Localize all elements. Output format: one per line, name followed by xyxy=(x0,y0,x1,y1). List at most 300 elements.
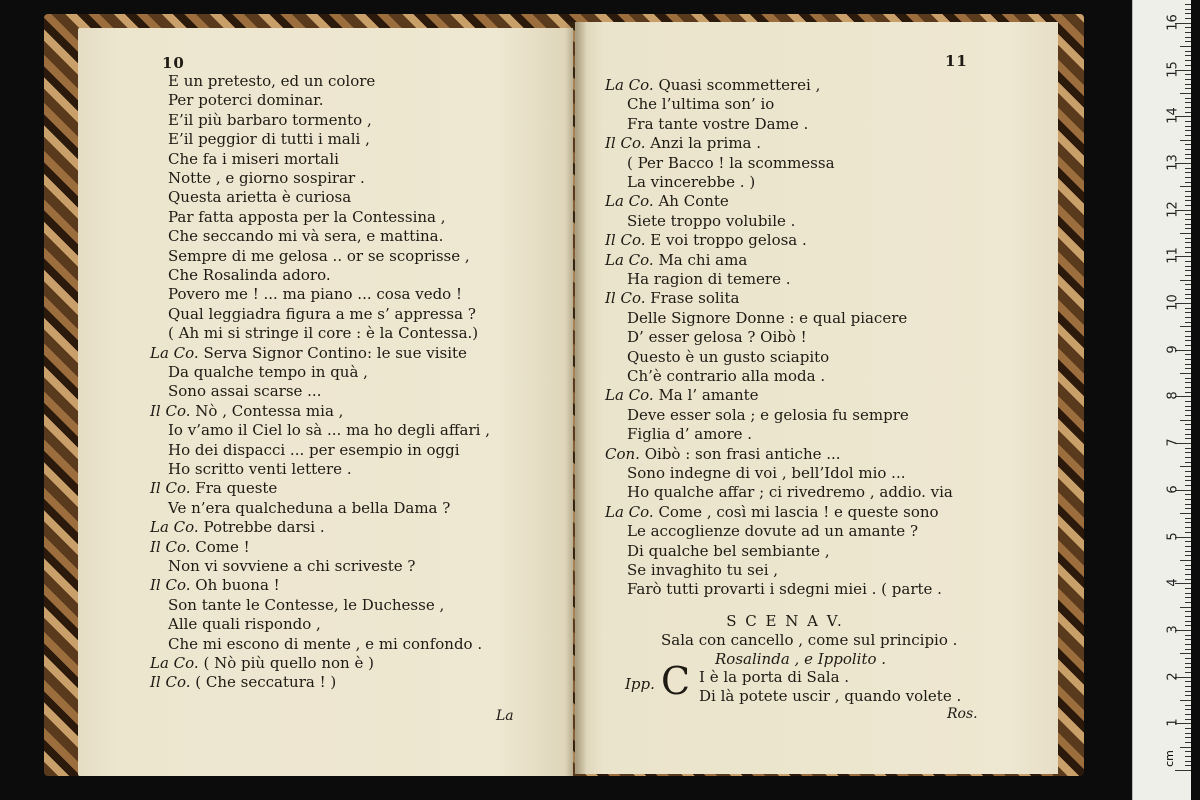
verse-text: Deve esser sola ; e gelosia fu sempre xyxy=(627,405,909,424)
left-page-line xyxy=(168,247,470,266)
ruler-tick xyxy=(1185,532,1191,533)
ruler-tick xyxy=(1185,18,1191,19)
right-page-line xyxy=(627,522,918,541)
ruler-tick xyxy=(1180,140,1191,141)
ruler-tick xyxy=(1185,485,1191,486)
verse-text: E’il peggior di tutti i mali , xyxy=(168,130,370,149)
left-page-line xyxy=(168,635,482,654)
verse-text: Ho qualche affar ; ci rivedremo , addio. via xyxy=(627,483,953,502)
ruler-tick xyxy=(1185,182,1191,183)
ruler-tick xyxy=(1185,228,1191,229)
verse-text: Fra queste xyxy=(195,479,278,498)
right-page-line xyxy=(627,212,795,231)
verse-text: Potrebbe darsi . xyxy=(203,518,325,537)
left-page-line xyxy=(150,402,343,421)
speaker-name: La Co. xyxy=(605,386,659,405)
left-page-line xyxy=(168,227,443,246)
ipp-speaker: Ipp. xyxy=(625,675,655,693)
ruler-tick xyxy=(1185,410,1191,411)
ruler-tick xyxy=(1185,494,1191,495)
ruler-tick xyxy=(1185,130,1191,131)
ruler-tick xyxy=(1185,284,1191,285)
verse-text: La vincerebbe . ) xyxy=(627,173,756,191)
ruler-tick xyxy=(1185,579,1191,580)
verse-text: Qual leggiadra figura a me s’ appressa ? xyxy=(168,304,476,323)
right-page-line xyxy=(627,464,905,483)
ruler-tick xyxy=(1185,196,1191,197)
verse-text: Serva Signor Contino: le sue visite xyxy=(203,343,467,362)
ruler-number: 10 xyxy=(1165,294,1181,311)
ruler-tick xyxy=(1185,555,1191,556)
right-page-line xyxy=(627,173,755,192)
verse-text: Ho scritto venti lettere . xyxy=(168,460,352,478)
ruler-tick xyxy=(1185,200,1191,201)
ruler-tick xyxy=(1185,569,1191,570)
ruler-tick xyxy=(1180,560,1191,561)
ruler-tick xyxy=(1180,326,1191,327)
right-page xyxy=(575,22,1058,774)
right-page-line xyxy=(627,115,808,134)
ruler-tick xyxy=(1185,728,1191,729)
ruler-tick xyxy=(1185,4,1191,5)
speaker-name: Il Co. xyxy=(150,673,196,692)
right-page-line xyxy=(627,367,825,386)
ruler-tick xyxy=(1185,551,1191,552)
speaker-name: La Co. xyxy=(605,250,659,269)
left-page-line xyxy=(168,91,323,110)
ruler-tick xyxy=(1180,607,1191,608)
scene-characters: Rosalinda , e Ippolito . xyxy=(715,650,887,668)
verse-text: E’il più barbaro tormento , xyxy=(168,110,372,129)
left-page-line xyxy=(168,130,370,149)
ruler-number: 7 xyxy=(1165,438,1181,447)
ruler-tick xyxy=(1185,32,1191,33)
left-page-line xyxy=(168,111,372,130)
verse-text: Che Rosalinda adoro. xyxy=(168,266,331,284)
ruler-number: 13 xyxy=(1165,154,1181,171)
ruler-number: 5 xyxy=(1165,531,1181,541)
ruler-tick xyxy=(1185,266,1191,267)
left-page-line xyxy=(168,363,368,382)
ruler-tick xyxy=(1185,448,1191,449)
verse-text: Ah Conte xyxy=(658,192,729,211)
ruler-tick xyxy=(1185,392,1191,393)
ruler-tick xyxy=(1185,709,1191,710)
ruler-tick xyxy=(1185,644,1191,645)
right-catchword: Ros. xyxy=(947,706,978,722)
verse-text: E un pretesto, ed un colore xyxy=(168,72,376,90)
ruler-tick xyxy=(1185,191,1191,192)
ruler-tick xyxy=(1185,742,1191,743)
right-page-line xyxy=(605,76,820,95)
verse-text: ( Che seccatura ! ) xyxy=(195,673,337,692)
ruler-tick xyxy=(1185,261,1191,262)
right-page-line xyxy=(627,328,807,347)
ruler-tick xyxy=(1185,168,1191,169)
ruler-tick xyxy=(1185,60,1191,61)
verse-text: Come , così mi lascia ! e queste sono xyxy=(658,502,939,521)
verse-text: Frase solita xyxy=(650,289,740,308)
left-page-line xyxy=(168,615,321,634)
ruler-tick xyxy=(1185,625,1191,626)
ruler-tick xyxy=(1185,635,1191,636)
ruler-tick xyxy=(1185,13,1191,14)
ruler-tick xyxy=(1185,37,1191,38)
ruler-tick xyxy=(1180,280,1191,281)
speaker-name: La Co. xyxy=(605,192,659,211)
left-page-line xyxy=(168,324,478,343)
ruler-tick xyxy=(1185,695,1191,696)
verse-text: Sempre di me gelosa .. or se scoprisse , xyxy=(168,246,470,265)
verse-text: Ho dei dispacci ... per esempio in oggi xyxy=(168,440,460,459)
left-page-line xyxy=(168,460,352,479)
left-page-line xyxy=(168,150,339,169)
left-page-line xyxy=(150,344,467,363)
right-page-line xyxy=(627,95,774,114)
verse-text: ( Ah mi si stringe il core : è la Contessa.) xyxy=(168,324,479,343)
ruler-number: 2 xyxy=(1165,671,1181,681)
ruler-tick xyxy=(1185,219,1191,220)
ruler-tick xyxy=(1180,513,1191,514)
verse-text: Ha ragion di temere . xyxy=(627,270,791,288)
ruler-tick xyxy=(1185,65,1191,66)
speaker-name: Il Co. xyxy=(150,401,196,420)
ruler-tick xyxy=(1185,135,1191,136)
ruler-tick xyxy=(1185,756,1191,757)
ruler-tick xyxy=(1185,649,1191,650)
book-gutter xyxy=(565,22,587,776)
ruler-tick xyxy=(1185,378,1191,379)
right-page-line xyxy=(627,270,791,289)
verse-text: Le accoglienze dovute ad un amante ? xyxy=(627,522,918,541)
ruler-tick xyxy=(1185,79,1191,80)
left-page-line xyxy=(150,576,280,595)
verse-text: Da qualche tempo in quà , xyxy=(168,363,368,381)
ruler-tick xyxy=(1185,434,1191,435)
left-page-number: 10 xyxy=(162,54,185,72)
verse-text: Notte , e giorno sospirar . xyxy=(168,169,365,187)
ruler-tick xyxy=(1185,308,1191,309)
ruler-tick xyxy=(1185,714,1191,715)
ruler-tick xyxy=(1185,336,1191,337)
right-page-line xyxy=(605,192,729,211)
ruler-tick xyxy=(1180,747,1191,748)
ruler-tick xyxy=(1185,574,1191,575)
ruler-tick xyxy=(1185,415,1191,416)
ruler-tick xyxy=(1185,172,1191,173)
speaker-name: La Co. xyxy=(150,518,204,537)
verse-text: Come ! xyxy=(195,537,250,556)
verse-text: Ma chi ama xyxy=(658,250,748,269)
ruler-tick xyxy=(1185,737,1191,738)
verse-text: Son tante le Contesse, le Duchesse , xyxy=(168,595,445,614)
ruler-tick xyxy=(1185,345,1191,346)
ruler-tick xyxy=(1185,149,1191,150)
left-page xyxy=(78,28,573,776)
ruler-tick xyxy=(1185,471,1191,472)
right-page-line xyxy=(627,425,752,444)
verse-text: Che seccando mi và sera, e mattina. xyxy=(168,227,444,246)
ruler-tick xyxy=(1185,177,1191,178)
verse-text: Nò , Contessa mia , xyxy=(195,401,344,420)
left-catchword: La xyxy=(496,708,514,724)
ruler-tick xyxy=(1185,354,1191,355)
verse-text: Alle quali rispondo , xyxy=(168,615,321,634)
right-page-line xyxy=(605,386,759,405)
left-page-line xyxy=(168,208,446,227)
ruler-tick xyxy=(1185,658,1191,659)
verse-text: Siete troppo volubile . xyxy=(627,211,796,230)
ruler-number: 9 xyxy=(1165,345,1181,354)
ruler-tick xyxy=(1185,312,1191,313)
verse-text: Oh buona ! xyxy=(195,576,280,595)
ruler-tick xyxy=(1185,289,1191,290)
ruler-tick xyxy=(1185,51,1191,52)
ruler-tick xyxy=(1185,733,1191,734)
ruler-tick xyxy=(1185,121,1191,122)
ruler-tick xyxy=(1180,186,1191,187)
ruler-tick xyxy=(1185,74,1191,75)
ruler-number: 12 xyxy=(1165,200,1181,218)
speaker-name: Con. xyxy=(605,444,645,463)
left-page-line xyxy=(150,673,336,692)
ruler-tick xyxy=(1185,639,1191,640)
ruler-number: 6 xyxy=(1165,485,1181,494)
right-page-line xyxy=(627,542,830,561)
right-page-line xyxy=(605,445,841,464)
right-page-line xyxy=(627,406,909,425)
right-page-line xyxy=(627,154,835,173)
ruler-tick xyxy=(1185,126,1191,127)
ruler-tick xyxy=(1185,270,1191,271)
ruler-tick xyxy=(1185,593,1191,594)
ruler-tick xyxy=(1185,107,1191,108)
ruler-tick xyxy=(1185,691,1191,692)
left-page-line xyxy=(168,596,444,615)
ruler-tick xyxy=(1185,298,1191,299)
ruler-tick xyxy=(1185,621,1191,622)
ruler-tick xyxy=(1185,154,1191,155)
ruler-tick xyxy=(1185,705,1191,706)
ruler-tick xyxy=(1185,518,1191,519)
ruler-tick xyxy=(1185,588,1191,589)
ruler-tick xyxy=(1185,504,1191,505)
ruler-number: 8 xyxy=(1165,391,1181,401)
ruler-tick xyxy=(1185,565,1191,566)
verse-text: Non vi sovviene a chi scriveste ? xyxy=(168,557,416,575)
right-page-line xyxy=(627,580,942,599)
ruler-tick xyxy=(1185,611,1191,612)
speaker-name: Il Co. xyxy=(605,231,651,250)
verse-text: Se invaghito tu sei , xyxy=(627,561,779,579)
left-page-line xyxy=(150,538,250,557)
ruler-tick xyxy=(1185,340,1191,341)
ruler-tick xyxy=(1185,452,1191,453)
verse-text: Che mi escono di mente , e mi confondo . xyxy=(168,634,483,653)
ruler-tick xyxy=(1180,700,1191,701)
ruler-unit: cm xyxy=(1162,750,1176,767)
verse-text: D’ esser gelosa ? Oibò ! xyxy=(627,328,807,347)
ruler-tick xyxy=(1185,41,1191,42)
ruler-tick xyxy=(1180,420,1191,421)
ruler-tick xyxy=(1185,84,1191,85)
verse-text: Ve n’era qualcheduna a bella Dama ? xyxy=(168,498,451,517)
right-page-line xyxy=(605,289,739,308)
left-page-line xyxy=(168,557,415,576)
left-page-line xyxy=(168,441,460,460)
ruler-tick xyxy=(1185,761,1191,762)
ruler-tick xyxy=(1175,770,1191,771)
ipp-line-1: I è la porta di Sala . xyxy=(699,668,850,686)
verse-text: Delle Signore Donne : e qual piacere xyxy=(627,308,908,327)
scene-heading: S C E N A V. xyxy=(726,612,844,630)
ruler-tick xyxy=(1185,144,1191,145)
speaker-name: La Co. xyxy=(150,343,204,362)
ruler-tick xyxy=(1185,224,1191,225)
verse-text: Che fa i miseri mortali xyxy=(168,149,339,168)
speaker-name: Il Co. xyxy=(150,576,196,595)
left-page-line xyxy=(168,421,490,440)
ruler-number: 16 xyxy=(1165,14,1181,31)
ruler-tick xyxy=(1185,522,1191,523)
verse-text: Di qualche bel sembiante , xyxy=(627,541,830,560)
ruler-tick xyxy=(1185,541,1191,542)
right-page-line xyxy=(605,503,939,522)
ruler-tick xyxy=(1185,597,1191,598)
verse-text: Che l’ultima son’ io xyxy=(627,95,775,114)
left-page-line xyxy=(168,285,462,304)
verse-text: ( Per Bacco ! la scommessa xyxy=(627,153,835,172)
verse-text: Io v’amo il Ciel lo sà ... ma ho degli affari , xyxy=(168,421,490,440)
left-page-line xyxy=(150,518,325,537)
verse-text: Quasi scommetterei , xyxy=(658,76,821,94)
ruler-tick xyxy=(1185,462,1191,463)
ruler-tick xyxy=(1180,373,1191,374)
right-page-line xyxy=(605,251,747,270)
verse-text: Farò tutti provarti i sdegni miei . ( parte . xyxy=(627,580,942,599)
verse-text: Povero me ! ... ma piano ... cosa vedo ! xyxy=(168,285,463,304)
ruler-tick xyxy=(1185,546,1191,547)
ruler-tick xyxy=(1185,527,1191,528)
drop-cap: C xyxy=(661,659,691,703)
ruler-tick xyxy=(1185,317,1191,318)
ruler-tick xyxy=(1185,751,1191,752)
ruler-tick xyxy=(1185,247,1191,248)
verse-text: Sono indegne di voi , bell’Idol mio ... xyxy=(627,464,906,482)
ruler-tick xyxy=(1185,406,1191,407)
verse-text: Ma l’ amante xyxy=(658,386,759,405)
ruler-tick xyxy=(1185,368,1191,369)
ruler-tick xyxy=(1185,387,1191,388)
right-page-line xyxy=(627,483,953,502)
ruler-number: 15 xyxy=(1165,60,1181,78)
ruler-tick xyxy=(1185,214,1191,215)
ruler-tick xyxy=(1185,382,1191,383)
verse-text: Ch’è contrario alla moda . xyxy=(627,367,826,385)
left-page-line xyxy=(168,305,476,324)
ruler-number: 14 xyxy=(1165,107,1181,124)
ruler-tick xyxy=(1180,233,1191,234)
right-page-line xyxy=(627,309,907,328)
ruler-tick xyxy=(1185,242,1191,243)
ruler-tick xyxy=(1185,98,1191,99)
ruler-tick xyxy=(1185,686,1191,687)
ruler-tick xyxy=(1185,112,1191,113)
ruler-tick xyxy=(1185,667,1191,668)
ruler-tick xyxy=(1185,480,1191,481)
ruler-tick xyxy=(1185,238,1191,239)
right-page-number: 11 xyxy=(945,52,968,70)
ruler-tick xyxy=(1180,653,1191,654)
ruler-tick xyxy=(1185,102,1191,103)
ruler-tick xyxy=(1185,331,1191,332)
ruler-tick xyxy=(1185,55,1191,56)
ruler-tick xyxy=(1185,205,1191,206)
right-page-line xyxy=(627,561,778,580)
left-page-line xyxy=(168,188,351,207)
left-page-line xyxy=(168,266,331,285)
ruler-tick xyxy=(1185,158,1191,159)
verse-text: Figlia d’ amore . xyxy=(627,425,753,444)
ruler-tick xyxy=(1185,88,1191,89)
ruler-tick xyxy=(1185,322,1191,323)
ruler-tick xyxy=(1180,93,1191,94)
speaker-name: La Co. xyxy=(605,76,659,94)
right-page-line xyxy=(605,231,807,250)
left-page-line xyxy=(150,654,374,673)
verse-text: Anzi la prima . xyxy=(650,134,762,153)
ruler-tick xyxy=(1185,252,1191,253)
ruler-tick xyxy=(1185,401,1191,402)
measuring-ruler xyxy=(1132,0,1191,800)
ruler-tick xyxy=(1185,681,1191,682)
right-page-line xyxy=(627,348,829,367)
verse-text: Par fatta apposta per la Contessina , xyxy=(168,207,446,226)
ruler-tick xyxy=(1185,429,1191,430)
verse-text: Questo è un gusto sciapito xyxy=(627,347,830,366)
ruler-number: 4 xyxy=(1165,578,1181,587)
ruler-tick xyxy=(1185,719,1191,720)
ruler-tick xyxy=(1185,27,1191,28)
speaker-name: Il Co. xyxy=(605,289,651,308)
stage-direction: Sala con cancello , come sul principio . xyxy=(661,631,958,649)
right-page-line xyxy=(605,134,761,153)
verse-text: Oibò : son frasi antiche ... xyxy=(644,444,841,463)
left-page-line xyxy=(168,382,321,401)
ruler-tick xyxy=(1185,765,1191,766)
left-page-line xyxy=(168,72,375,91)
ruler-number: 11 xyxy=(1165,247,1181,265)
ruler-tick xyxy=(1185,424,1191,425)
verse-text: ( Nò più quello non è ) xyxy=(203,654,374,672)
ruler-number: 3 xyxy=(1165,625,1181,634)
ruler-tick xyxy=(1185,294,1191,295)
left-page-line xyxy=(150,479,277,498)
ruler-tick xyxy=(1185,602,1191,603)
speaker-name: La Co. xyxy=(150,654,204,672)
verse-text: E voi troppo gelosa . xyxy=(650,231,807,250)
ruler-tick xyxy=(1185,616,1191,617)
ruler-tick xyxy=(1185,359,1191,360)
ruler-tick xyxy=(1185,476,1191,477)
speaker-name: Il Co. xyxy=(150,479,196,498)
ruler-tick xyxy=(1185,364,1191,365)
ruler-tick xyxy=(1185,438,1191,439)
speaker-name: La Co. xyxy=(605,502,659,521)
left-page-line xyxy=(168,169,365,188)
ruler-tick xyxy=(1185,663,1191,664)
ruler-tick xyxy=(1185,275,1191,276)
